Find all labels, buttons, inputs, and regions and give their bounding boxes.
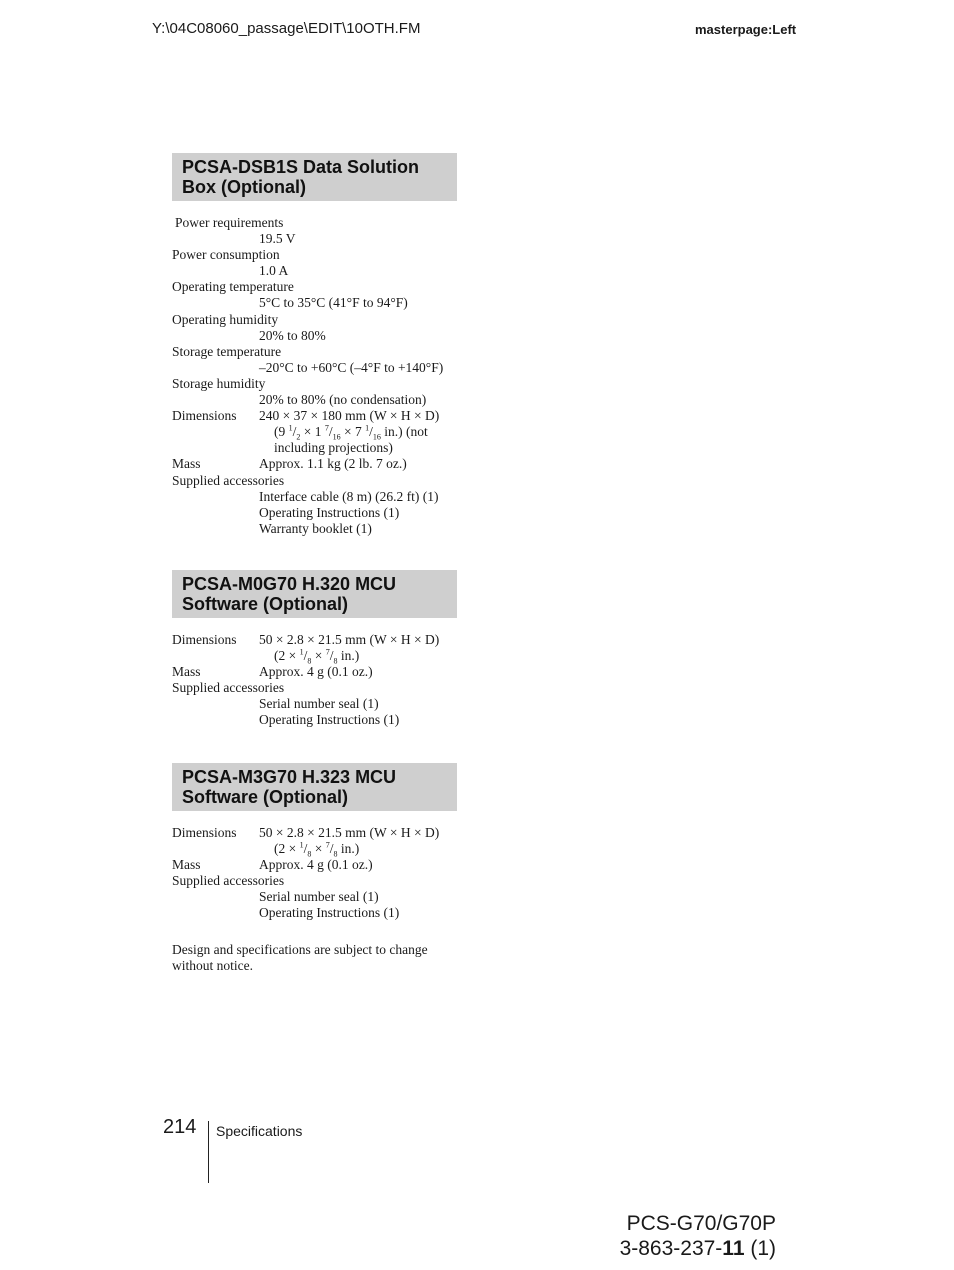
section-heading: PCSA-M0G70 H.320 MCU Software (Optional) (172, 570, 457, 618)
power-consumption-label: Power consumption (172, 247, 280, 263)
dimensions-imperial: (9 $^1/_2 \times 1$ $^7/_{16} \times 7$ $^1/_{16}$ in.) (not (274, 423, 428, 442)
section-heading: PCSA-M3G70 H.323 MCU Software (Optional) (172, 763, 457, 811)
mass-value: Approx. 4 g (0.1 oz.) (259, 664, 373, 680)
dimensions-imperial: ($2 \times ^1/_8 \times ^7/_8$ in.) (274, 647, 360, 666)
accessory-item: Operating Instructions (1) (259, 504, 400, 520)
section-m0g70 (172, 570, 457, 729)
accessories-label: Supplied accessories (172, 472, 285, 488)
storage-humidity-value: 20% to 80% (no condensation) (259, 392, 427, 408)
mass-label: Mass (172, 857, 201, 873)
model-name: PCS-G70/G70P (626, 1212, 776, 1235)
power-requirements-value: 19.5 V (259, 231, 296, 247)
model-info (620, 1211, 776, 1261)
spec-list (172, 215, 457, 537)
operating-temperature-value: 5°C to 35°C (41°F to 94°F) (259, 295, 408, 311)
accessories-label: Supplied accessories (172, 680, 285, 696)
dimensions-label: Dimensions (172, 632, 237, 647)
dimensions-value: 50 × 2.8 × 21.5 mm (W × H × D) ($2 \times ^1/_8 \times ^7/_8$ in.) (259, 825, 457, 857)
dimensions-row (172, 632, 457, 664)
section-dsb1s (172, 153, 457, 537)
operating-humidity-label: Operating humidity (172, 311, 279, 327)
dimensions-row (172, 408, 457, 456)
accessory-item: Serial number seal (1) (259, 889, 379, 905)
page-number: 214 (163, 1116, 197, 1138)
footer-section-name: Specifications (216, 1123, 303, 1139)
mass-row (172, 664, 457, 680)
mass-label: Mass (172, 456, 201, 472)
mass-value: Approx. 1.1 kg (2 lb. 7 oz.) (259, 456, 407, 472)
masterpage-label: masterpage:Left (695, 22, 797, 37)
model-code: 3-863-237-11 (1) (619, 1237, 776, 1260)
mass-label: Mass (172, 664, 201, 680)
storage-humidity-label: Storage humidity (172, 375, 266, 391)
mass-value: Approx. 4 g (0.1 oz.) (259, 857, 373, 873)
accessory-item: Serial number seal (1) (259, 696, 379, 712)
accessory-item: Operating Instructions (1) (259, 905, 400, 921)
spec-list (172, 825, 457, 922)
spec-list (172, 632, 457, 729)
dimensions-label: Dimensions (172, 408, 237, 424)
operating-humidity-value: 20% to 80% (259, 327, 326, 343)
accessory-item: Operating Instructions (1) (259, 712, 400, 728)
file-path: Y:\04C08060_passage\EDIT\10OTH.FM (152, 20, 421, 37)
specification-notice: Design and specifications are subject to change without notice. (172, 942, 428, 973)
dimensions-value: 50 × 2.8 × 21.5 mm (W × H × D) ($2 \times ^1/_8 \times ^7/_8$ in.) (259, 632, 457, 664)
storage-temperature-value: –20°C to +60°C (–4°F to +140°F) (259, 359, 444, 375)
section-heading: PCSA-DSB1S Data Solution Box (Optional) (172, 153, 457, 201)
dimensions-row (172, 825, 457, 857)
section-m3g70 (172, 763, 457, 922)
mass-row (172, 456, 457, 472)
storage-temperature-label: Storage temperature (172, 343, 282, 359)
operating-temperature-label: Operating temperature (172, 279, 294, 295)
dimensions-label: Dimensions (172, 825, 237, 840)
mass-row (172, 857, 457, 873)
accessory-item: Warranty booklet (1) (259, 520, 372, 536)
dimensions-imperial: ($2 \times ^1/_8 \times ^7/_8$ in.) (274, 840, 360, 859)
footer-divider (208, 1121, 209, 1183)
dimensions-value: 240 × 37 × 180 mm (W × H × D) (9 $^1/_2 \times 1$ $^7/_{16} \times 7$ $^1/_{16}$ in.) (not including projections) (259, 408, 457, 456)
power-consumption-value: 1.0 A (259, 263, 289, 279)
accessory-item: Interface cable (8 m) (26.2 ft) (1) (259, 488, 439, 504)
accessories-label: Supplied accessories (172, 873, 285, 889)
power-requirements-label: Power requirements (175, 215, 284, 230)
